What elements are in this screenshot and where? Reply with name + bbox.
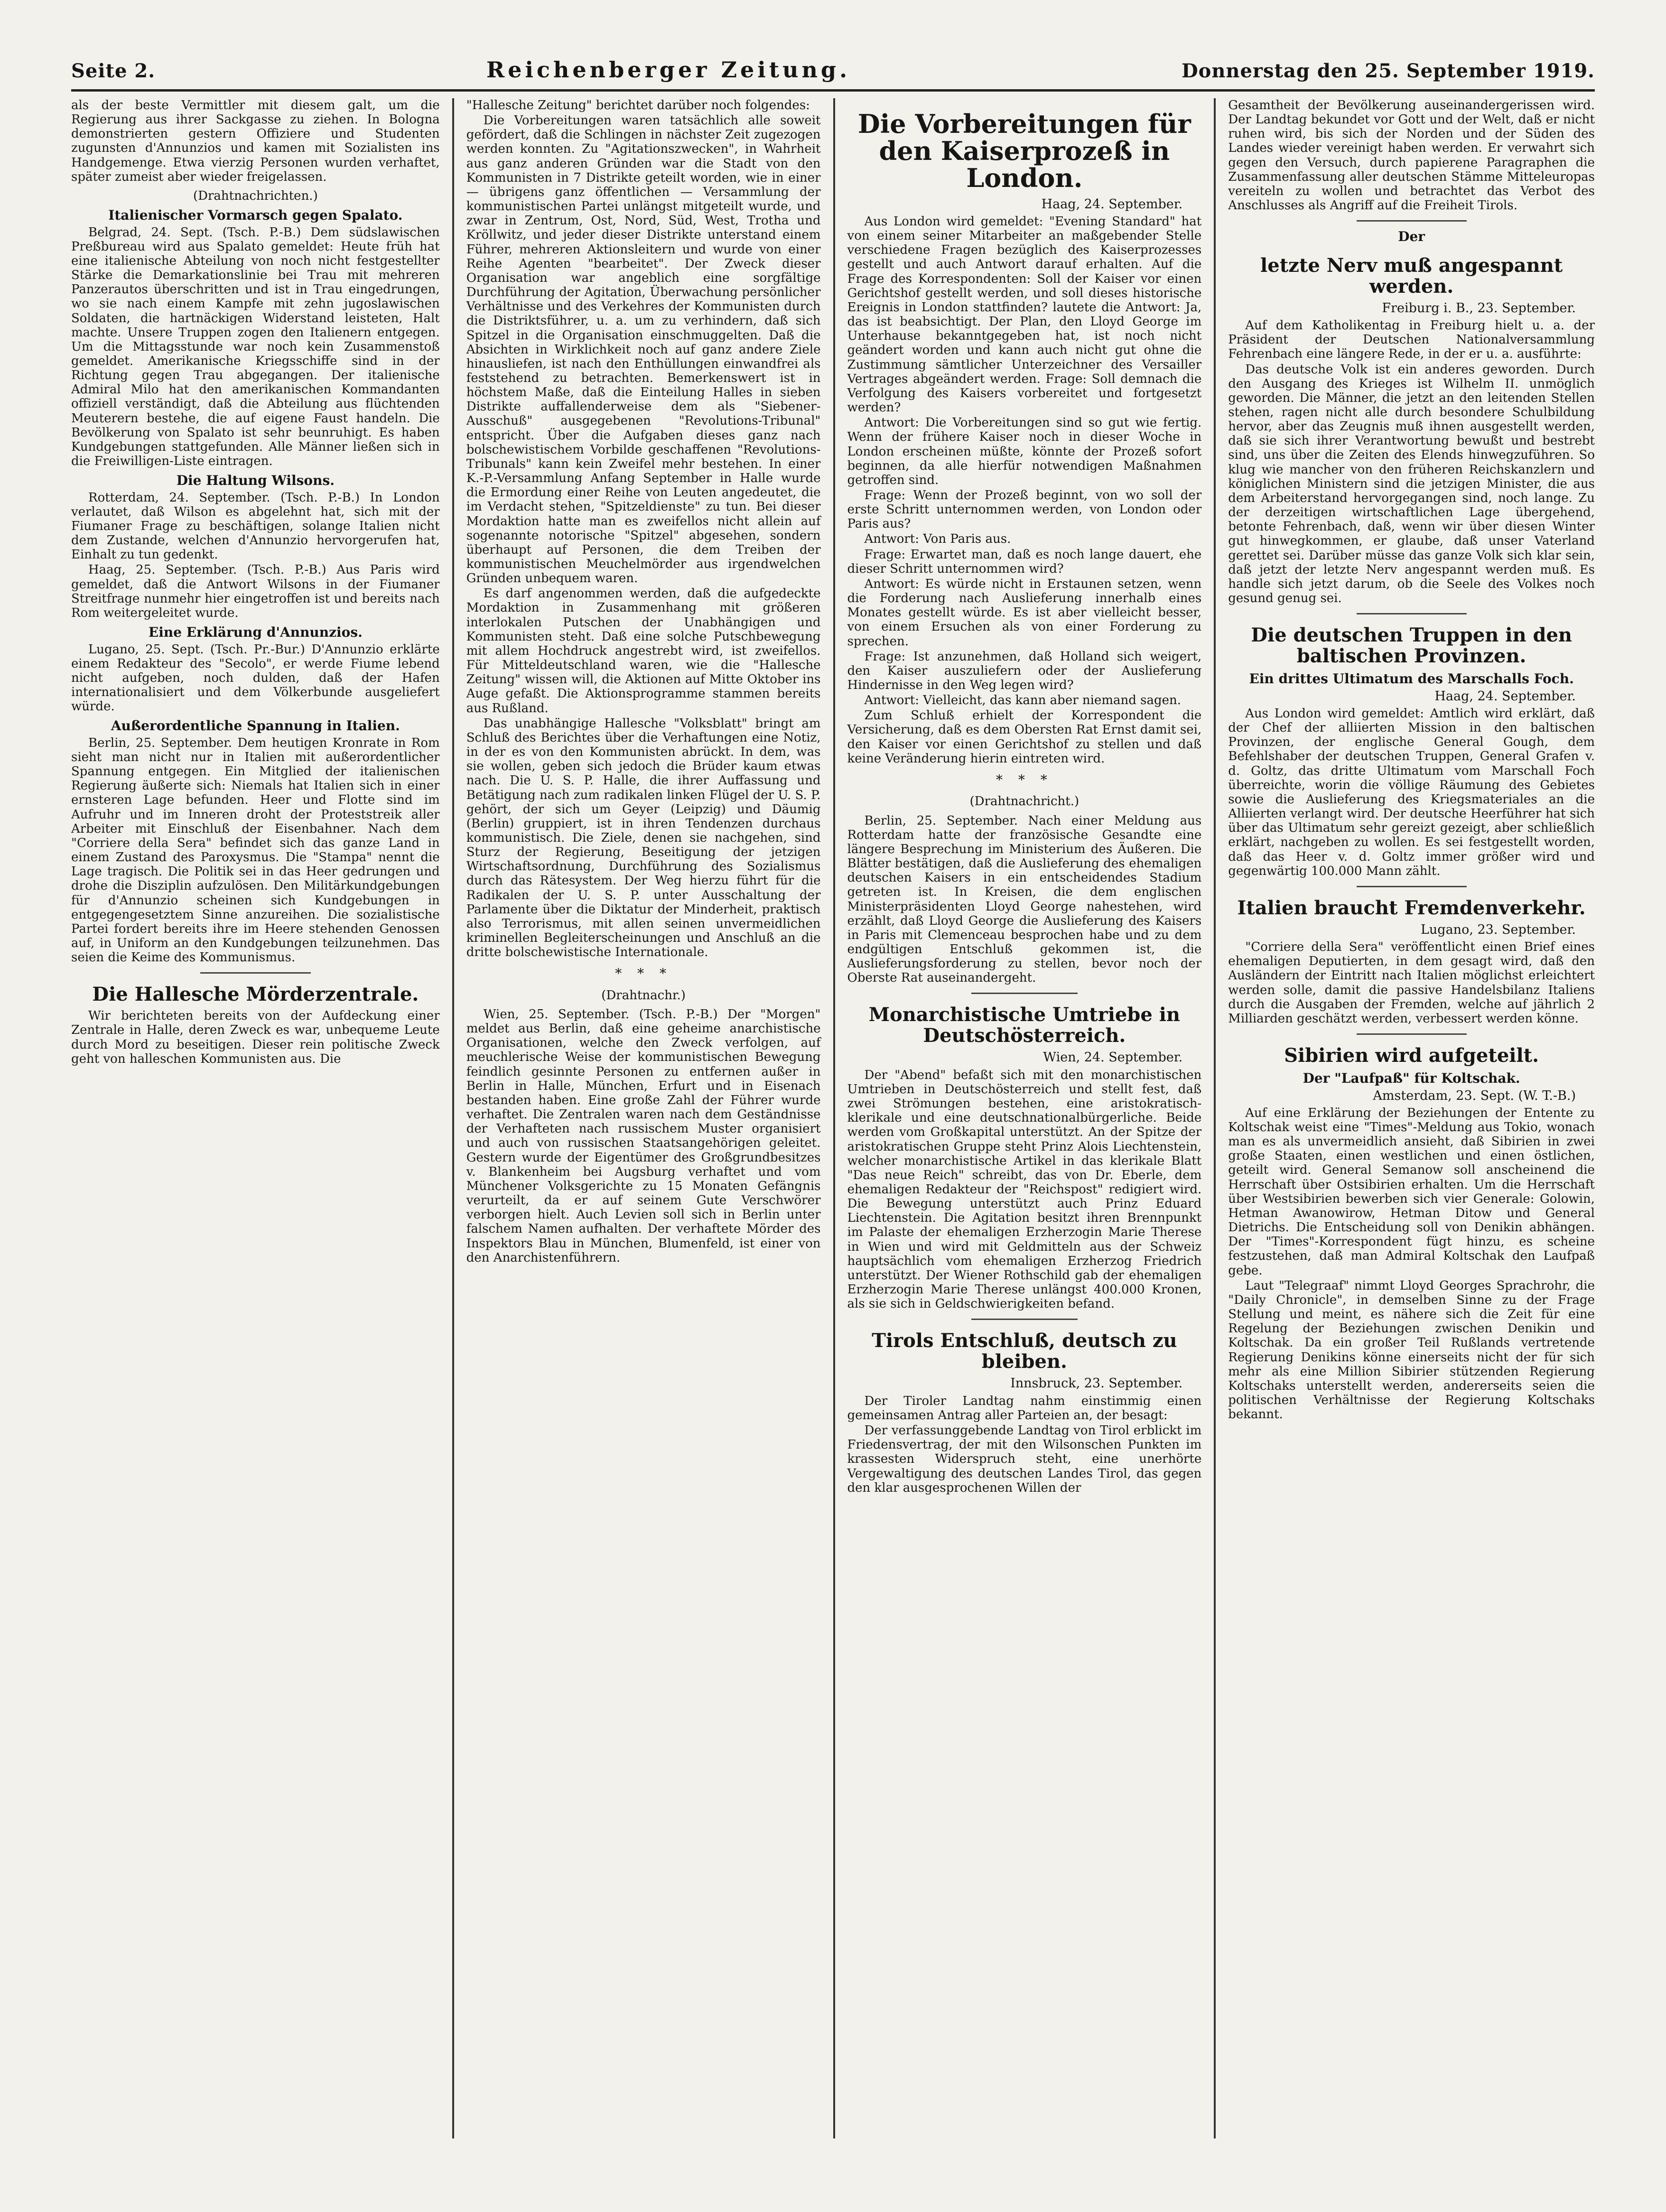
article-paragraph: Aus London wird gemeldet: "Evening Standard" hat von einem seiner Mitarbeiter an maßgebender Stelle verschiedene Fragen bezüglich des Kaiserprozesses gestellt und auch Antwort darauf erhalten. Auf die Frage des Korrespondenten: Soll der Kaiser vor einen Gerichtshof gestellt werden, und soll dieses historische Ereignis in London stattfinden? lautete die Antwort: Ja, das ist beabsichtigt. Der Plan, den Lloyd George im Unterhause bekanntgegeben hat, ist noch nicht geändert worden und kann auch nicht gut ohne die Zustimmung sämtlicher Unterzeichner des Versailler Vertrages abgeändert werden. Frage: Soll demnach die Verfolgung des Kaisers vorbereitet und fortgesetzt werden? bbox=[847, 214, 1202, 415]
headline-nerv: letzte Nerv muß angespannt werden. bbox=[1260, 254, 1563, 297]
headline-truppen: Die deutschen Truppen in den baltischen Provinzen. bbox=[1251, 624, 1572, 668]
headline-erklaerung: Eine Erklärung d'Annunzios. bbox=[148, 624, 363, 641]
divider bbox=[971, 1319, 1078, 1320]
headline-italien: Italien braucht Fremdenverkehr. bbox=[1237, 896, 1586, 919]
divider bbox=[1357, 613, 1467, 614]
dateline: Wien, 24. September. bbox=[1043, 1050, 1183, 1065]
masthead bbox=[71, 57, 1595, 92]
divider bbox=[1357, 220, 1467, 222]
wire-note: (Drahtnachr.) bbox=[601, 988, 686, 1003]
dateline: Lugano, 23. September. bbox=[1420, 922, 1576, 937]
dateline: Haag, 24. September. bbox=[1434, 688, 1576, 704]
article-paragraph: Frage: Wenn der Prozeß beginnt, von wo soll der erste Schritt unternommen werden, von London oder Paris aus? bbox=[847, 488, 1202, 531]
separator-stars: * * * bbox=[996, 771, 1053, 788]
article-paragraph: Die Vorbereitungen waren tatsächlich alle soweit gefördert, daß die Schlingen in nächster Zeit zugezogen werden konnten. Zu "Agitationszwecken", in Wahrheit aus ganz anderen Gründen war die Stadt von den Kommunisten in 7 Distrikte geteilt worden, wie in einer — übrigens ganz öffentlichen — Versammlung der kommunistischen Partei unlängst mitgeteilt wurde, und zwar in Zentrum, Ost, Nord, Süd, West, Trotha und Kröllwitz, und jeder dieser Distrikte unterstand einem Führer, mehreren Aktionsleitern und wurde von einer Reihe Agenten "bearbeitet". Der Zweck dieser Organisation war angeblich eine sorgfältige Durchführung der Agitation, Überwachung persönlicher Verhältnisse und des Verkehres der Kommunisten durch die Distriktsführer, u. a. um zu verhindern, daß sich Spitzel in die Organisation einschmuggelten. Daß die Absichten in Wirklichkeit noch auf ganz andere Ziele hinausliefen, ist nach den Enthüllungen einwandfrei als feststehend zu betrachten. Bemerkenswert ist in höchstem Maße, daß die Einteilung Halles in sieben Distrikte auffallenderweise dem als "Siebener-Ausschuß" ausgegebenen "Revolutions-Tribunal" entspricht. Über die Aufgaben dieses ganz nach bolschewistischem Vorbilde geschaffenen "Revolutions-Tribunals" kann kein Zweifel mehr bestehen. In einer K.-P.-Versammlung Anfang September in Halle wurde die Ermordung einer Reihe von Leuten angedeutet, die im Verdacht stehen, "Spitzeldienste" zu tun. Bei dieser Mordaktion hatte man es zweifellos nicht allein auf sogenannte notorische "Spitzel" abgesehen, sondern überhaupt auf Personen, die dem Treiben der kommunistischen Meuchelmörder aus irgendwelchen Gründen unbequem waren. bbox=[466, 113, 821, 586]
divider bbox=[1357, 1033, 1467, 1035]
subheadline-truppen: Ein drittes Ultimatum des Marschalls Foch. bbox=[1249, 671, 1574, 687]
article-paragraph: Das deutsche Volk ist ein anderes geworden. Durch den Ausgang des Krieges ist Wilhelm II. unmöglich geworden. Die Männer, die jetzt an den leitenden Stellen stehen, ragen nicht alle durch besondere Schulbildung hervor, aber das Zeugnis muß ihnen ausgestellt werden, daß sie sich ihrer Verantwortung bewußt und bestrebt sind, uns über die Zeiten des Elends hinwegzuführen. So klug wie mancher von den früheren Reichskanzlern und königlichen Ministern sind die jetzigen Minister, die aus dem Arbeiterstand hervorgegangen sind, noch lange. Zu der derzeitigen wirtschaftlichen Lage übergehend, betonte Fehrenbach, daß, wenn wir über diesen Winter gut hinwegkommen, er glaube, daß unser Vaterland gerettet sei. Darüber müsse das ganze Volk sich klar sein, daß jetzt der letzte Nerv angespannt werden muß. Es handle sich jetzt darum, ob die Seele des Volkes noch gesund genug sei. bbox=[1228, 362, 1595, 605]
wire-note: (Drahtnachrichten.) bbox=[193, 188, 318, 203]
dateline: Freiburg i. B., 23. September. bbox=[1382, 300, 1576, 316]
column-2 bbox=[452, 98, 833, 2138]
separator-stars: * * * bbox=[615, 966, 672, 982]
article-paragraph: Antwort: Von Paris aus. bbox=[864, 532, 1011, 547]
article-spannung: Berlin, 25. September. Dem heutigen Kronrate in Rom sieht man nicht nur in Italien mit außerordentlicher Spannung entgegen. Ein Mitglied der italienischen Regierung äußerte sich: Niemals hat Italien sich in einer ernsteren Lage befunden. Heer und Flotte sind im Aufruhr und im Inneren droht der Proteststreik aller Arbeiter mit Einschluß der Eisenbahner. Nach dem "Corriere della Sera" befindet sich das ganze Land in einem Zustand des Paroxysmus. Die "Stampa" nennt die Lage tragisch. Die Politik sei in das Heer gedrungen und drohe die Disziplin aufzulösen. Den Militärkundgebungen für d'Annunzio scheinen sich Kundgebungen in entgegengesetztem Sinne anzureihen. Die sozialistische Partei fordert bereits ihre im Heere stehenden Genossen auf, in Uniform an den Kundgebungen teilzunehmen. Das seien die Keime des Kommunismus. bbox=[71, 735, 440, 965]
divider bbox=[971, 993, 1078, 994]
article-spalato: Belgrad, 24. Sept. (Tsch. P.-B.) Dem südslawischen Preßbureau wird aus Spalato gemeldet: Heute früh hat eine italienische Abteilung von noch nicht festgestellter Stärke die Demarkationslinie bei Trau mit mehreren Panzerautos überschritten und ist in Trau eingedrungen, wo sie nach einem Kampfe mit zehn jugoslawischen Soldaten, die hartnäckigen Widerstand leisteten, Halt machte. Unsere Truppen zogen den Italienern entgegen. Um die Mittagsstunde war noch kein Zusammenstoß gemeldet. Amerikanische Kriegsschiffe sind in der Richtung gegen Trau abgegangen. Der italienische Admiral Milo hat den amerikanischen Kommandanten offiziell verständigt, daß die Abteilung aus flüchtenden Meuterern bestehe, die auf eigene Faust handeln. Die Bevölkerung von Spalato ist sehr beunruhigt. Es haben Kundgebungen stattgefunden. Alle Männer ließen sich in die Freiwilligen-Liste eintragen. bbox=[71, 225, 440, 469]
headline-spannung: Außerordentliche Spannung in Italien. bbox=[111, 718, 400, 734]
newspaper-title: Reichenberger Zeitung. bbox=[486, 57, 851, 83]
article-paragraph: Es darf angenommen werden, daß die aufgedeckte Mordaktion in Zusammenhang mit größeren interlokalen Putschen der Unabhängigen und Kommunisten steht. Daß eine solche Putschbewegung mit allem Hochdruck angestrebt wird, ist zweifellos. Für Mitteldeutschland waren, wie die "Hallesche Zeitung" wissen will, die Aktionen auf Mitte Oktober ins Auge gefaßt. Die Aktionsprogramme stammen bereits aus Rußland. bbox=[466, 586, 821, 716]
article-paragraph: Laut "Telegraaf" nimmt Lloyd Georges Sprachrohr, die "Daily Chronicle", in demselben Sinne zu der Frage Stellung und meint, es nähere sich die Zeit für eine Regelung der Beziehungen zwischen Denikin und Koltschak. Da ein großer Teil Rußlands vertretende Regierung Denikins könne einerseits nicht der für sich mehr als eine Million Sibirier stützenden Regierung Koltschaks unterstellt werden, andererseits seien die politischen Verhältnisse der Regierung Koltschaks bekannt. bbox=[1228, 1278, 1595, 1422]
article-paragraph: Wien, 25. September. (Tsch. P.-B.) Der "Morgen" meldet aus Berlin, daß eine geheime anarchistische Organisationen, welche den Zweck verfolgen, auf meuchlerische Weise der kommunistischen Bewegung feindlich gesinnte Personen zu entfernen außer in Berlin in Halle, München, Erfurt und in Eisenach bestanden haben. Eine große Zahl der Führer wurde verhaftet. Die Zentralen waren nach dem Geständnisse der Verhafteten nach russischem Muster organisiert und auch von russischen Staatsangehörigen geleitet. Gestern wurde der Eigentümer des Großgrundbesitzes v. Blankenheim bei Augsburg verhaftet und vom Münchener Volksgerichte zu 15 Monaten Gefängnis verurteilt, da er auf seinem Gute Verschwörer verborgen hielt. Auch Levien soll sich in Berlin unter falschem Namen aufhalten. Der verhaftete Mörder des Inspektors Blau in München, Blumenfeld, ist einer von den Anarchistenführern. bbox=[466, 1007, 821, 1265]
headline-nerv-pre: Der bbox=[1398, 229, 1425, 245]
article-paragraph: Frage: Erwartet man, daß es noch lange dauert, ehe dieser Schritt unternommen wird? bbox=[847, 547, 1202, 576]
dateline: Amsterdam, 23. Sept. (W. T.-B.) bbox=[1373, 1088, 1576, 1103]
article-continued: Gesamtheit der Bevölkerung auseinandergerissen wird. Der Landtag bekundet vor Gott und der Welt, daß er nicht ruhen wird, bis sich der Norden und der Süden des Landes wieder vereinigt haben werden. Er verwahrt sich gegen den Versuch, durch papierene Paragraphen die Zusammenfassung aller deutschen Stämme Mitteleuropas vereiteln zu wollen und betrachtet das Verbot des Anschlusses als Angriff auf die Freiheit Tirols. bbox=[1228, 98, 1595, 213]
subheadline-sibirien: Der "Laufpaß" für Koltschak. bbox=[1303, 1070, 1520, 1087]
column-1 bbox=[71, 98, 452, 2138]
article-paragraph: Berlin, 25. September. Nach einer Meldung aus Rotterdam hatte der französische Gesandte eine längere Besprechung im Ministerium des Äußeren. Die Blätter bestätigen, daß die Auslieferung des ehemaligen deutschen Kaisers in ein entscheidendes Stadium getreten ist. In Kreisen, die dem englischen Ministerpräsidenten Lloyd George nahestehen, wird erzählt, daß Lloyd George die Auslieferung des Kaisers in Paris mit Clemenceau besprochen habe und zu dem endgültigen Entschluß gekommen ist, die Auslieferungsforderung zu stellen, bevor noch der Oberste Rat auseinandergeht. bbox=[847, 813, 1202, 985]
wire-note: (Drahtnachricht.) bbox=[969, 794, 1080, 809]
article-hallesche: Wir berichteten bereits von der Aufdeckung einer Zentrale in Halle, deren Zweck es war, unbequeme Leute durch Mord zu beseitigen. Dieser rein politische Zweck geht von halleschen Kommunisten aus. Die bbox=[71, 1009, 440, 1066]
article-paragraph: "Corriere della Sera" veröffentlicht einen Brief eines ehemaligen Deputierten, in dem gesagt wird, daß den Ausländern der Eintritt nach Italien möglichst erleichtert werden solle, damit die passive Handelsbilanz Italiens durch die Ausgaben der Fremden, welche auf jährlich 2 Milliarden geschätzt werden, verbessert werden könne. bbox=[1228, 940, 1595, 1026]
article-paragraph: Zum Schluß erhielt der Korrespondent die Versicherung, daß es dem Obersten Rat Ernst damit sei, den Kaiser vor einen Gerichtshof zu stellen und daß keine Veränderung hierin eintreten wird. bbox=[847, 708, 1202, 766]
headline-spalato: Italienischer Vormarsch gegen Spalato. bbox=[108, 207, 403, 223]
article-erklaerung: Lugano, 25. Sept. (Tsch. Pr.-Bur.) D'Annunzio erklärte einem Redakteur des "Secolo", er werde Fiume lebend nicht aufgeben, noch dulden, daß der Hafen internationalisiert und dem Völkerbunde ausgeliefert würde. bbox=[71, 642, 440, 714]
headline-hallesche: Die Hallesche Mörderzentrale. bbox=[92, 983, 419, 1006]
divider bbox=[1357, 886, 1467, 887]
article-wilson-1: Rotterdam, 24. September. (Tsch. P.-B.) In London verlautet, daß Wilson es abgelehnt hat, sich mit der Fiumaner Frage zu beschäftigen, solange Italien nicht dem Zustande, welchen d'Annunzio hervorgerufen hat, Einhalt zu tun gedenkt. bbox=[71, 490, 440, 562]
article-paragraph: Antwort: Die Vorbereitungen sind so gut wie fertig. Wenn der frühere Kaiser noch in dieser Woche in London erscheinen müßte, könnte der Prozeß sofort beginnen, da alle hierfür notwendigen Maßnahmen getroffen sind. bbox=[847, 416, 1202, 487]
article-paragraph: Frage: Ist anzunehmen, daß Holland sich weigert, den Kaiser auszuliefern oder der Auslieferung Hindernisse in den Weg legen wird? bbox=[847, 649, 1202, 693]
article-paragraph: Der "Abend" befaßt sich mit den monarchistischen Umtrieben in Deutschösterreich und stellt fest, daß zwei Strömungen bestehen, eine aristokratisch-klerikale und eine deutschnationalbürgerliche. Beide werden vom Großkapital unterstützt. An der Spitze der aristokratischen Gruppe steht Prinz Alois Liechtenstein, welcher monarchistische Artikel in das klerikale Blatt "Das neue Reich" schreibt, das von Dr. Eberle, dem ehemaligen Redakteur der "Reichspost" redigiert wird. Die Bewegung unterstützt auch Prinz Eduard Liechtenstein. Die Agitation besitzt ihren Brennpunkt im Palaste der ehemaligen Erzherzogin Marie Therese in Wien und wird mit Geldmitteln aus der Schweiz hauptsächlich vom ehemaligen Erzherzog Friedrich unterstützt. Der Wiener Rothschild gab der ehemaligen Erzherzogin Marie Therese unlängst 400.000 Kronen, als sie sich in Geldschwierigkeiten befand. bbox=[847, 1068, 1202, 1311]
dateline: Haag, 24. September. bbox=[1041, 196, 1183, 212]
article-paragraph: Aus London wird gemeldet: Amtlich wird erklärt, daß der Chef der alliierten Mission in den baltischen Provinzen, der englische General Gough, dem Befehlshaber der deutschen Truppen, General Grafen v. d. Goltz, das dritte Ultimatum vom Marschall Foch überreichte, worin die völlige Räumung des Gebietes sowie die Auslieferung des Kriegsmateriales an die Alliierten verlangt wird. Der deutsche Heerführer hat sich über das Ultimatum sehr gereizt gezeigt, aber schließlich erklärt, nachgeben zu wollen. Es sei festgestellt worden, daß das Heer v. d. Goltz immer größer wird und gegenwärtig 100.000 Mann zählt. bbox=[1228, 706, 1595, 878]
article-paragraph: Auf dem Katholikentag in Freiburg hielt u. a. der Präsident der Deutschen Nationalversammlung Fehrenbach eine längere Rede, in der er u. a. ausführte: bbox=[1228, 318, 1595, 362]
issue-date: Donnerstag den 25. September 1919. bbox=[1181, 60, 1595, 82]
dateline: Innsbruck, 23. September. bbox=[1010, 1376, 1183, 1391]
article-wilson-2: Haag, 25. September. (Tsch. P.-B.) Aus Paris wird gemeldet, daß die Antwort Wilsons in der Fiumaner Streitfrage nunmehr hier eingetroffen ist und bereits nach Rom weitergeleitet wurde. bbox=[71, 563, 440, 620]
columns bbox=[71, 98, 1595, 2138]
headline-kaiserprozess: Die Vorbereitungen für den Kaiserprozeß in London. bbox=[857, 109, 1191, 194]
page-number: Seite 2. bbox=[71, 60, 156, 82]
headline-monarchistische: Monarchistische Umtriebe in Deutschösterreich. bbox=[868, 1004, 1180, 1047]
headline-tirol: Tirols Entschluß, deutsch zu bleiben. bbox=[872, 1329, 1177, 1373]
article-paragraph: Antwort: Es würde nicht in Erstaunen setzen, wenn die Forderung nach Auslieferung innerhalb eines Monates gestellt würde. Es ist aber vielleicht besser, von einem Ersuchen als von einer Forderung zu sprechen. bbox=[847, 576, 1202, 649]
article-paragraph: Antwort: Vielleicht, das kann aber niemand sagen. bbox=[864, 693, 1182, 708]
article-continued: als der beste Vermittler mit diesem galt, um die Regierung aus ihrer Sackgasse zu ziehen. In Bologna demonstrierten gestern Offiziere und Studenten zugunsten d'Annunzios und kamen mit Sozialisten ins Handgemenge. Etwa vierzig Personen wurden verhaftet, später zumeist aber wieder freigelassen. bbox=[71, 98, 440, 184]
article-continued: "Hallesche Zeitung" berichtet darüber noch folgendes: bbox=[466, 98, 810, 112]
divider bbox=[200, 972, 311, 974]
article-paragraph: Der Tiroler Landtag nahm einstimmig einen gemeinsamen Antrag aller Parteien an, der besagt: bbox=[847, 1394, 1202, 1422]
headline-sibirien: Sibirien wird aufgeteilt. bbox=[1284, 1044, 1539, 1067]
headline-wilson: Die Haltung Wilsons. bbox=[176, 473, 335, 489]
column-3 bbox=[833, 98, 1214, 2138]
article-paragraph: Auf eine Erklärung der Beziehungen der Entente zu Koltschak weist eine "Times"-Meldung aus Tokio, wonach man es als unvermeidlich ansieht, daß Sibirien in zwei große Staaten, einen westlichen und einen östlichen, geteilt wird. General Semanow soll anscheinend die Herrschaft über Ostsibirien erhalten. Um die Herrschaft über Westsibirien bewerben sich vier Generale: Golowin, Hetman Awanowirow, Hetman Ditow und General Dietrichs. Die Entscheidung soll von Denikin abhängen. Der "Times"-Korrespondent fügt hinzu, es scheine festzustehen, daß man Admiral Koltschak den Laufpaß gebe. bbox=[1228, 1106, 1595, 1278]
column-4 bbox=[1214, 98, 1595, 2138]
article-paragraph: Der verfassunggebende Landtag von Tirol erblickt im Friedensvertrag, der mit den Wilsonschen Punkten im krassesten Widerspruch steht, eine unerhörte Vergewaltigung des deutschen Landes Tirol, das gegen den klar ausgesprochenen Willen der bbox=[847, 1423, 1202, 1495]
article-paragraph: Das unabhängige Hallesche "Volksblatt" bringt am Schluß des Berichtes über die Verhaftungen eine Notiz, in der es von den Kommunisten abrückt. In dem, was sie wollen, geben sich jedoch die Brüder kaum etwas nach. Die U. S. P. Halle, die ihrer Auffassung und Betätigung nach zum radikalen linken Flügel der U. S. P. gehört, der sich um Geyer (Leipzig) und Däumig (Berlin) gruppiert, ist in ihren Tendenzen durchaus kommunistisch. Die Ziele, denen sie nachgehen, sind Sturz der Regierung, Beseitigung der jetzigen Wirtschaftsordnung, Durchführung des Sozialismus durch das Rätesystem. Der Weg hierzu führt für die Radikalen der U. S. P. unter Ausschaltung der Parlamente über die Diktatur der Minderheit, praktisch also Terrorismus, mit allen seinen unvermeidlichen kriminellen Begleiterscheinungen und Anschluß an die dritte bolschewistische Internationale. bbox=[466, 716, 821, 960]
